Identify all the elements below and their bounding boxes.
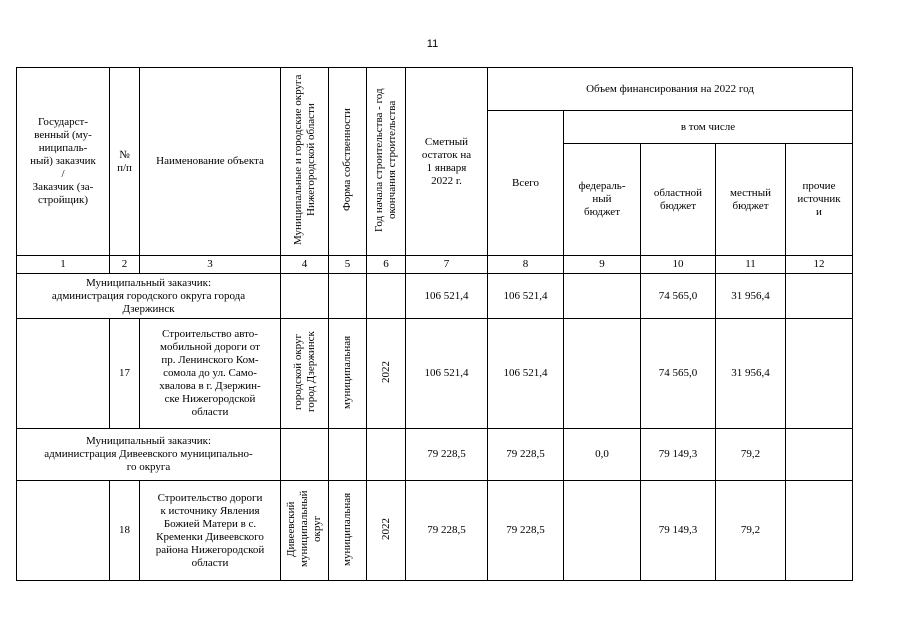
object-row [17,481,853,581]
group-customer: Муниципальный заказчик: администрация городского округа города Дзержинск [17,274,281,319]
cell-empty [367,429,406,481]
header-financing: Объем финансирования на 2022 год [488,68,853,111]
cell-local: 31 956,4 [716,274,786,319]
column-number: 11 [716,256,786,274]
header-local: местный бюджет [716,144,786,256]
column-number: 8 [488,256,564,274]
cell-federal: 0,0 [564,429,641,481]
cell-empty [281,274,329,319]
column-number: 2 [110,256,140,274]
cell-ownership: муниципальная [329,481,367,581]
column-number: 10 [641,256,716,274]
column-number: 6 [367,256,406,274]
cell-regional: 74 565,0 [641,319,716,429]
cell-regional: 79 149,3 [641,481,716,581]
header-num: № п/п [110,68,140,256]
column-number: 3 [140,256,281,274]
cell-object-name: Строительство дороги к источнику Явления Божией Матери в с. Кременки Дивеевского района Нижегородской области [140,481,281,581]
header-other: прочие источник и [786,144,853,256]
column-number: 9 [564,256,641,274]
cell-object-name: Строительство авто- мобильной дороги от пр. Ленинского Ком- сомола до ул. Само- хвалова в г. Дзержин- ске Нижегородской области [140,319,281,429]
group-row [17,429,853,481]
cell-empty [281,429,329,481]
cell-years: 2022 [367,481,406,581]
page-number: 11 [426,38,439,50]
cell-years: 2022 [367,319,406,429]
cell-local: 79,2 [716,481,786,581]
header-estimated-balance: Сметный остаток на 1 января 2022 г. [406,68,488,256]
cell-other [786,481,853,581]
cell-regional: 79 149,3 [641,429,716,481]
cell-ownership: муниципальная [329,319,367,429]
column-number: 1 [17,256,110,274]
group-customer: Муниципальный заказчик: администрация Дивеевского муниципально- го округа [17,429,281,481]
cell-municipality: Дивеевский муниципальный округ [281,481,329,581]
cell-total: 106 521,4 [488,274,564,319]
cell-other [786,319,853,429]
cell-federal [564,319,641,429]
cell-estimated-balance: 79 228,5 [406,481,488,581]
column-number: 5 [329,256,367,274]
cell-federal [564,481,641,581]
cell-regional: 74 565,0 [641,274,716,319]
cell-total: 106 521,4 [488,319,564,429]
cell-estimated-balance: 106 521,4 [406,319,488,429]
cell-num: 17 [110,319,140,429]
cell-local: 31 956,4 [716,319,786,429]
cell-municipality: городской округ город Дзержинск [281,319,329,429]
cell-empty [329,429,367,481]
column-number: 12 [786,256,853,274]
cell-estimated-balance: 79 228,5 [406,429,488,481]
cell-empty [367,274,406,319]
column-number-row [17,256,853,274]
header-total: Всего [488,111,564,256]
cell-empty [17,319,110,429]
header-object-name: Наименование объекта [140,68,281,256]
header-ownership: Форма собственности [329,68,367,256]
cell-federal [564,274,641,319]
cell-total: 79 228,5 [488,481,564,581]
header-federal: федераль- ный бюджет [564,144,641,256]
cell-estimated-balance: 106 521,4 [406,274,488,319]
cell-other [786,274,853,319]
cell-num: 18 [110,481,140,581]
column-number: 7 [406,256,488,274]
header-including: в том числе [564,111,853,144]
header-years: Год начала строительства - год окончания строительства [367,68,406,256]
cell-empty [329,274,367,319]
column-number: 4 [281,256,329,274]
cell-local: 79,2 [716,429,786,481]
group-row [17,274,853,319]
header-municipality: Муниципальные и городские округа Нижегородской области [281,68,329,256]
cell-total: 79 228,5 [488,429,564,481]
header-customer: Государст- венный (му- ниципаль- ный) заказчик / Заказчик (за- стройщик) [17,68,110,256]
cell-empty [17,481,110,581]
financing-table [16,67,853,581]
cell-other [786,429,853,481]
object-row [17,319,853,429]
header-regional: областной бюджет [641,144,716,256]
